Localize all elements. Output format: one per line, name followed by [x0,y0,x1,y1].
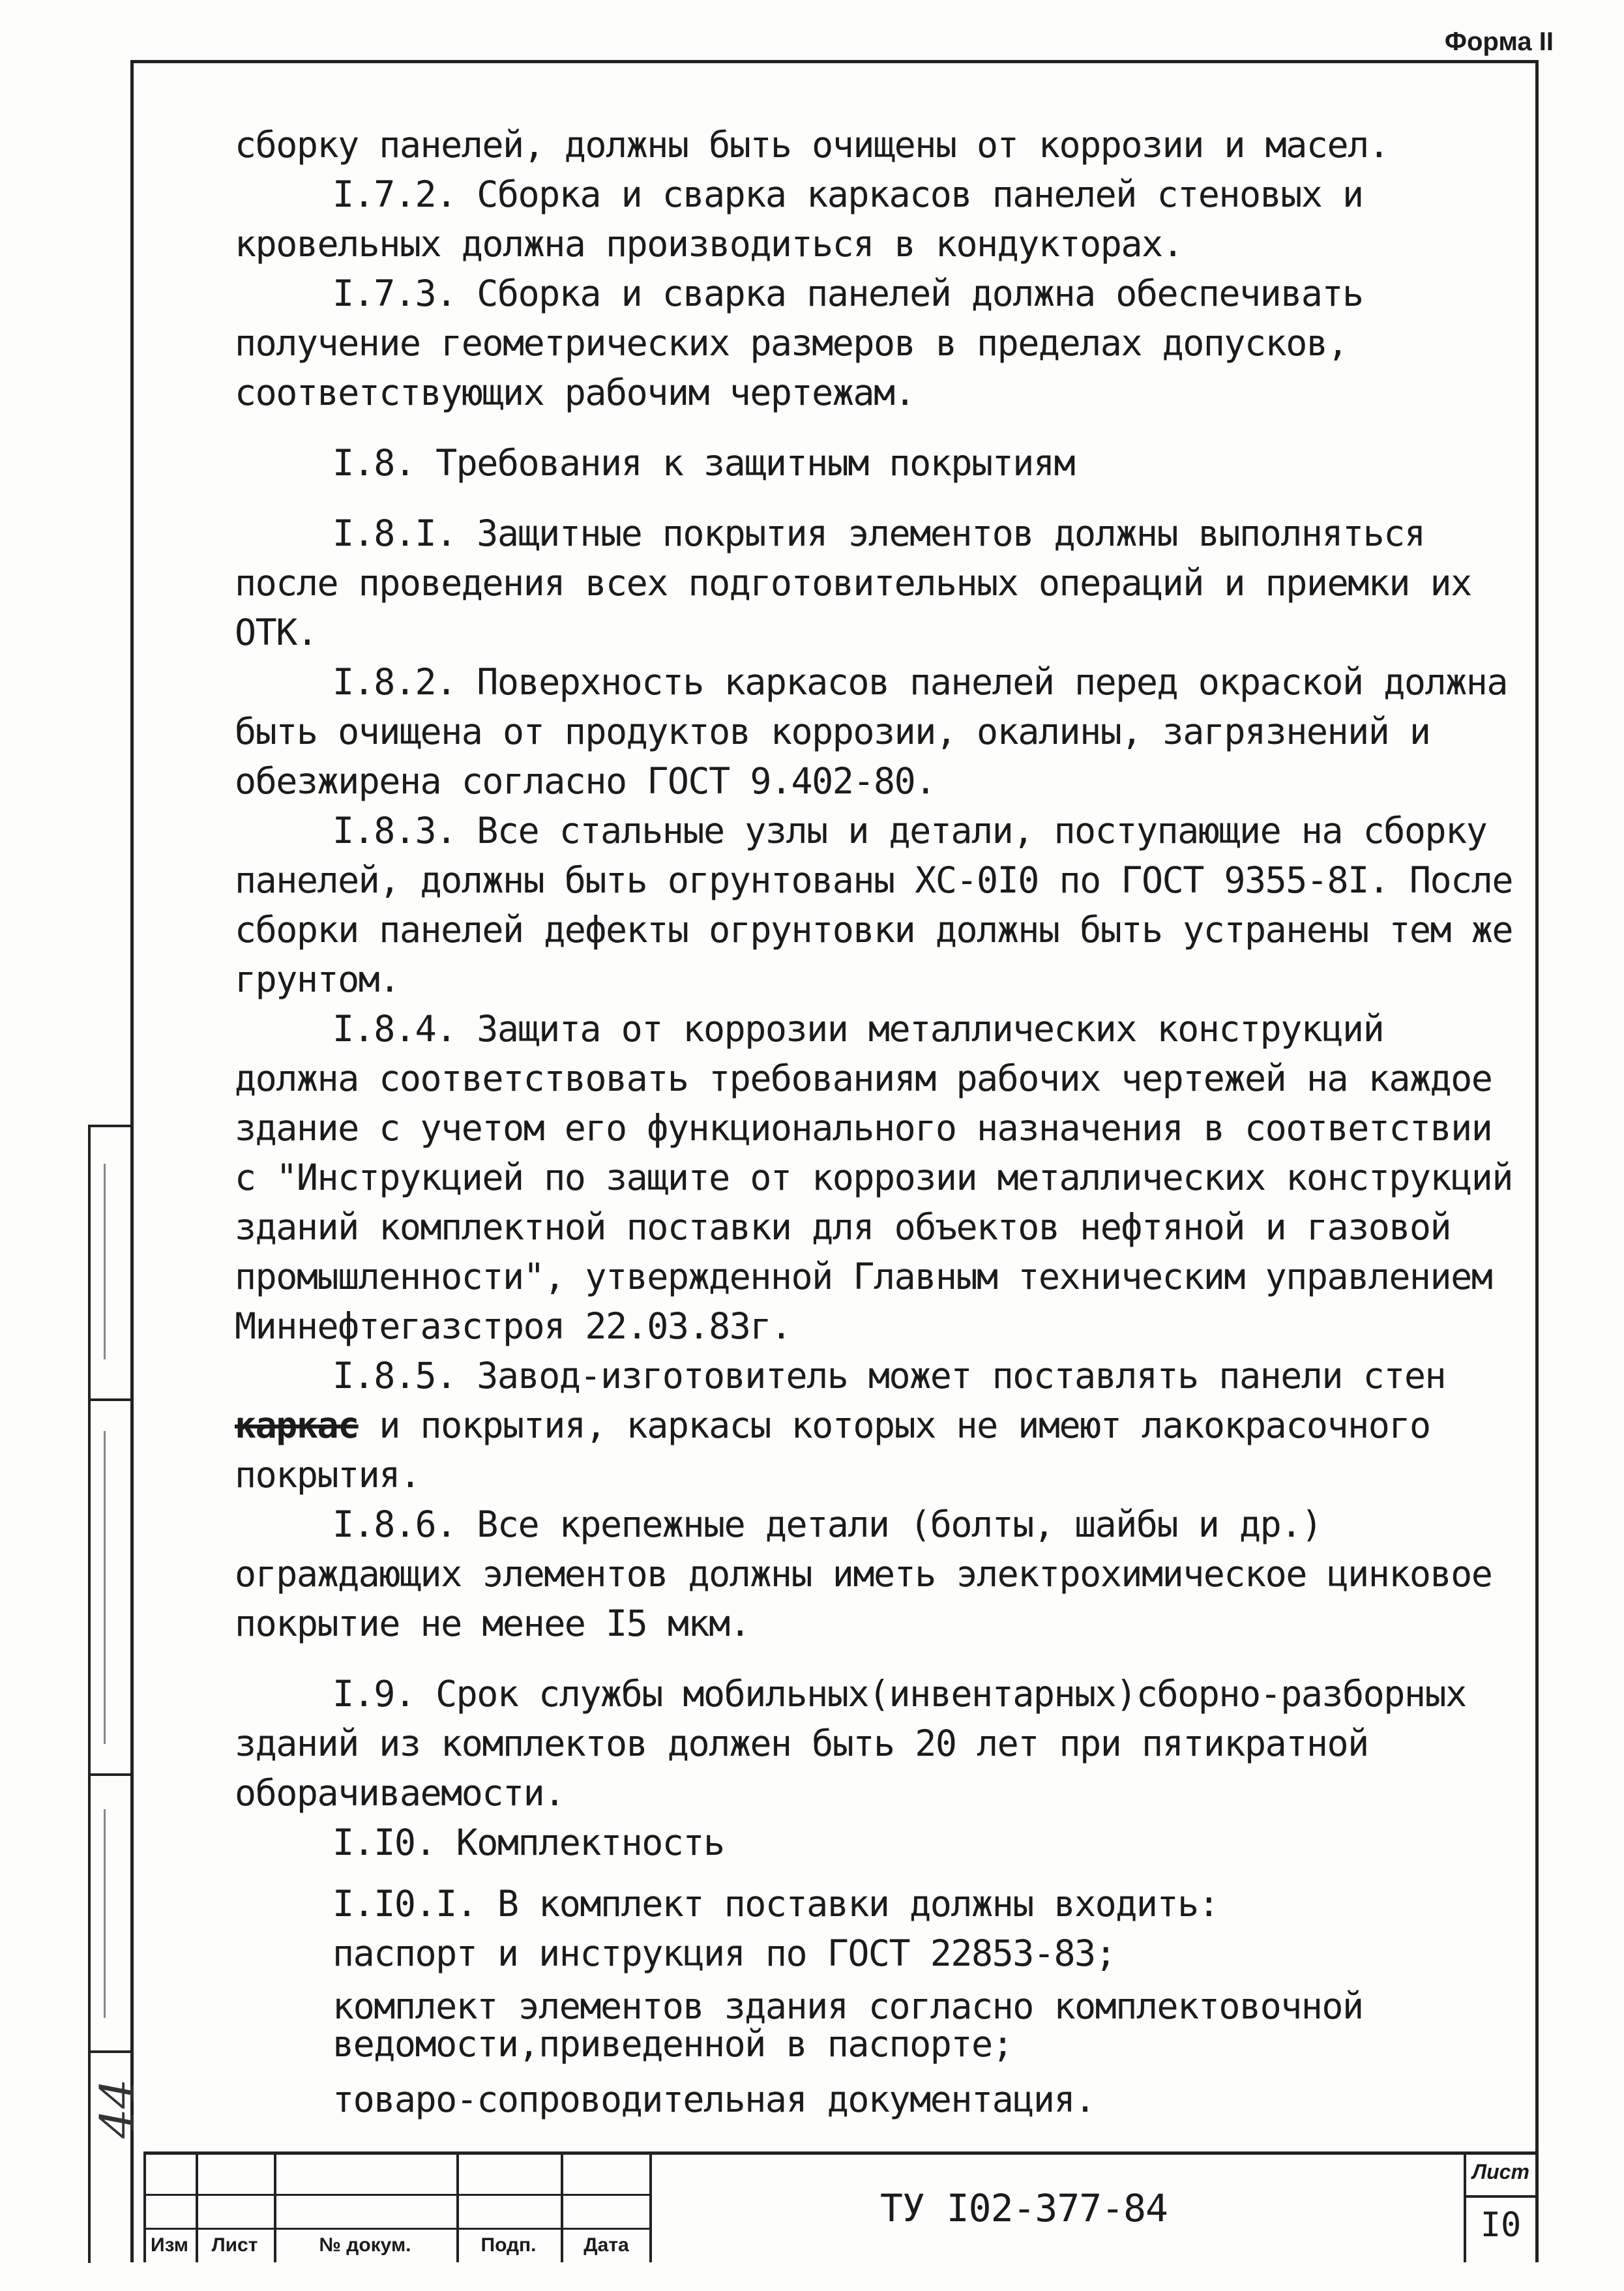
header-change: Изм [151,2234,188,2256]
paragraph-1-8-2: I.8.2. Поверхность каркасов панелей перед окраской должна быть очищена от продуктов коррозии, окалины, загрязнений и обезжирена согласно ГОСТ 9.402-80. [235,661,1507,802]
paragraph-1-8-5-start: I.8.5. Завод-изготовитель может поставлять панели стен [332,1355,1446,1397]
paragraph-1-7-2: I.7.2. Сборка и сварка каркасов панелей стеновых и кровельных должна производиться в кондукторах. [235,173,1363,265]
paragraph-1-8-4: I.8.4. Защита от коррозии металлических конструкций должна соответствовать требованиям рабочих чертежей на каждое здание с учетом его функционального назначения в соответствии с "Инструкцией по защите от коррозии металлических конструкций зданий комплектной поставки для объектов нефтяной и газовой промышленности", утвержденной Главным техническим управлением Миннефтегазстроя 22.03.83г. [235,1008,1513,1347]
margin-line [104,1809,106,2018]
margin-divider [88,2050,133,2053]
margin-divider [88,1398,133,1401]
handwritten-page-number: 44 [90,2078,145,2138]
sheet-number: I0 [1480,2206,1522,2245]
margin-divider [88,1125,133,1127]
paragraph-1-7-3: I.7.3. Сборка и сварка панелей должна обеспечивать получение геометрических размеров в пределах допусков, соответствующих рабочим чертежам. [235,273,1363,413]
section-heading-1-10: I.I0. Комплектность [332,1822,724,1863]
revision-grid [143,2155,652,2262]
grid-line [143,2194,652,2196]
paragraph-1-8-1: I.8.I. Защитные покрытия элементов должны выполняться после проведения всех подготовительных операций и приемки их ОТК. [235,512,1471,653]
section-heading-1-8: I.8. Требования к защитным покрытиям [332,442,1075,484]
header-date: Дата [583,2234,629,2256]
list-item: товаро-сопроводительная документация. [332,2078,1095,2120]
grid-line [143,2228,652,2230]
form-label: Форма II [1444,27,1554,56]
header-doc-number: № докум. [319,2234,411,2256]
sheet-box [1464,2155,1535,2262]
paragraph-1-9: I.9. Срок службы мобильных(инвентарных)сборно-разборных зданий из комплектов должен быть 20 лет при пятикратной оборачиваемости. [235,1673,1466,1814]
title-block [143,2151,1535,2262]
header-signature: Подп. [480,2234,537,2256]
header-sheet: Лист [211,2234,258,2256]
paragraph-1-8-6: I.8.6. Все крепежные детали (болты, шайбы и др.) ограждающих элементов должны иметь электрохимическое цинковое покрытие не менее I5 мкм. [235,1503,1492,1644]
sheet-label: Лист [1472,2160,1529,2183]
document-body [235,120,1526,2124]
struck-word: каркас [235,1404,359,1446]
sheet-divider [1466,2195,1535,2198]
margin-line [104,1431,106,1744]
document-code: ТУ I02-377-84 [880,2186,1168,2230]
margin-divider [88,1773,133,1776]
paragraph-1-8-5 [235,1351,1526,1500]
margin-line [104,1164,106,1359]
paragraph-1-8-3: I.8.3. Все стальные узлы и детали, поступающие на сборку панелей, должны быть огрунтованы ХС-0I0 по ГОСТ 9355-8I. После сборки панелей дефекты огрунтовки должны быть устранены тем же грунтом. [235,810,1513,1000]
paragraph-1-10-1: I.I0.I. В комплект поставки должны входить: [332,1883,1219,1925]
list-item: паспорт и инструкция по ГОСТ 22853-83; [332,1932,1116,1974]
paragraph: сборку панелей, должны быть очищены от коррозии и масел. [235,124,1389,166]
list-item: комплект элементов здания согласно комплектовочной ведомости,приведенной в паспорте; [332,1985,1363,2065]
paragraph-1-8-5-end: и покрытия, каркасы которых не имеют лакокрасочного покрытия. [235,1404,1430,1496]
